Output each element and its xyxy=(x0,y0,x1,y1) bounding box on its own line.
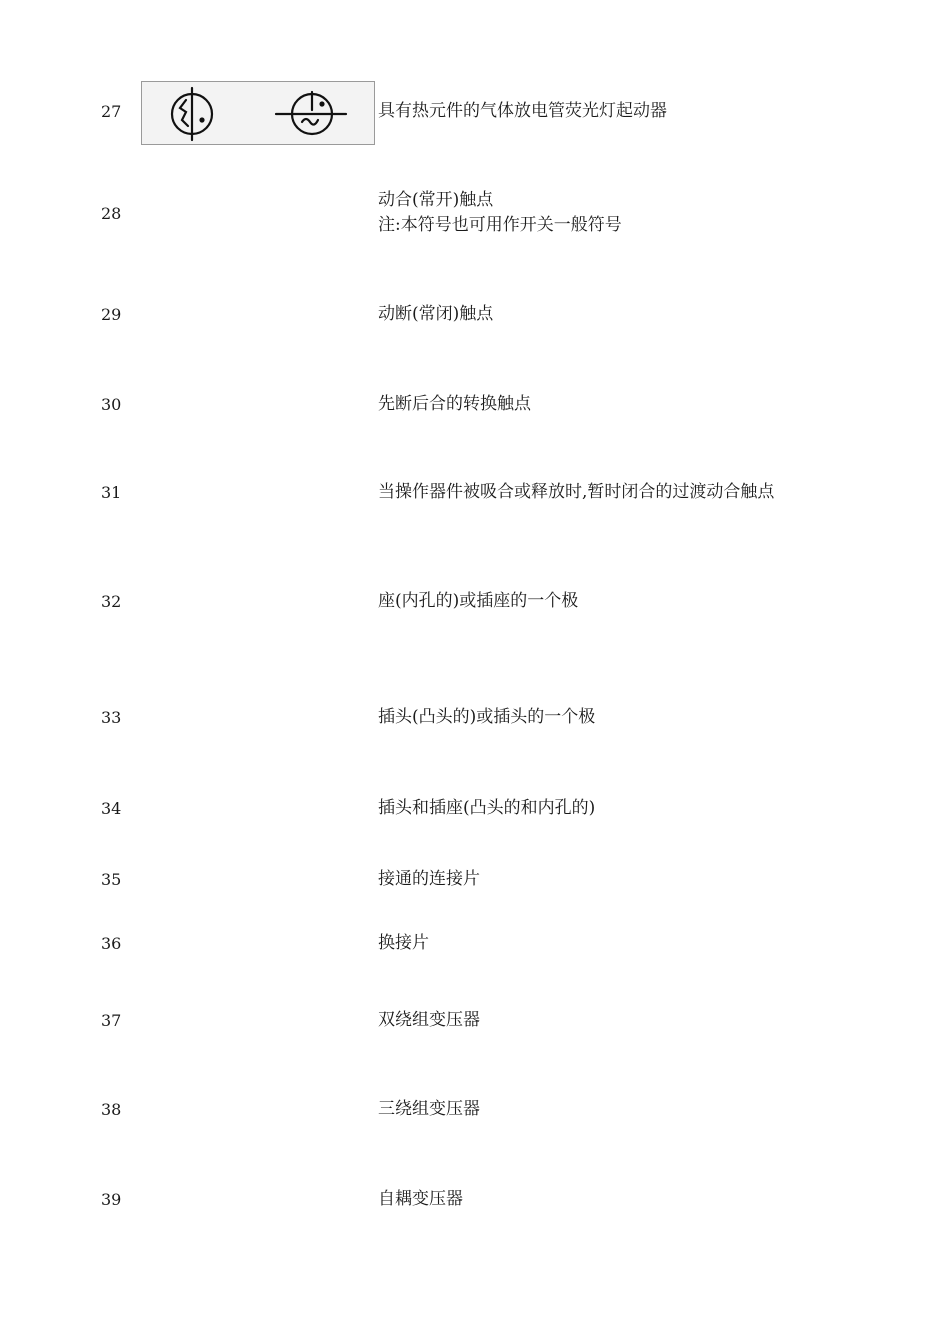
row-number: 32 xyxy=(101,592,122,611)
row-description xyxy=(378,589,578,614)
row-number: 36 xyxy=(101,934,122,953)
row-description xyxy=(378,188,622,238)
description-line: 动断(常闭)触点 xyxy=(378,304,494,324)
row-description xyxy=(378,1008,480,1033)
row-number: 30 xyxy=(101,395,122,414)
row-number: 29 xyxy=(101,305,122,324)
row-description xyxy=(378,705,595,730)
row-description xyxy=(378,796,595,821)
row-description xyxy=(378,1187,463,1212)
description-line: 接通的连接片 xyxy=(378,869,480,889)
row-number: 33 xyxy=(101,708,122,727)
row-number: 31 xyxy=(101,483,122,502)
row-number: 35 xyxy=(101,870,122,889)
row-description xyxy=(378,302,493,327)
description-line: 具有热元件的气体放电管荧光灯起动器 xyxy=(378,101,667,121)
description-line: 先断后合的转换触点 xyxy=(378,394,531,414)
description-line: 自耦变压器 xyxy=(378,1189,463,1209)
description-line: 插头(凸头的)或插头的一个极 xyxy=(378,707,596,727)
description-line: 插头和插座(凸头的和内孔的) xyxy=(378,798,596,818)
description-line: 三绕组变压器 xyxy=(378,1099,480,1119)
row-description xyxy=(378,1097,480,1122)
row-number: 39 xyxy=(101,1190,122,1209)
description-line: 座(内孔的)或插座的一个极 xyxy=(378,591,579,611)
row-description xyxy=(378,867,480,892)
row-number: 28 xyxy=(101,204,122,223)
glow-starter-symbol-icon xyxy=(142,82,376,146)
row-description xyxy=(378,392,531,417)
description-line: 动合(常开)触点 xyxy=(378,190,494,210)
row-number: 38 xyxy=(101,1100,122,1119)
starter-symbol-image xyxy=(141,81,375,145)
row-number: 27 xyxy=(101,102,122,121)
row-number: 37 xyxy=(101,1011,122,1030)
row-description xyxy=(378,99,667,124)
row-description xyxy=(378,480,774,505)
description-line: 当操作器件被吸合或释放时,暂时闭合的过渡动合触点 xyxy=(378,482,775,502)
description-line: 注:本符号也可用作开关一般符号 xyxy=(378,215,622,235)
description-line: 换接片 xyxy=(378,933,429,953)
description-line: 双绕组变压器 xyxy=(378,1010,480,1030)
row-description xyxy=(378,931,429,956)
row-number: 34 xyxy=(101,799,122,818)
